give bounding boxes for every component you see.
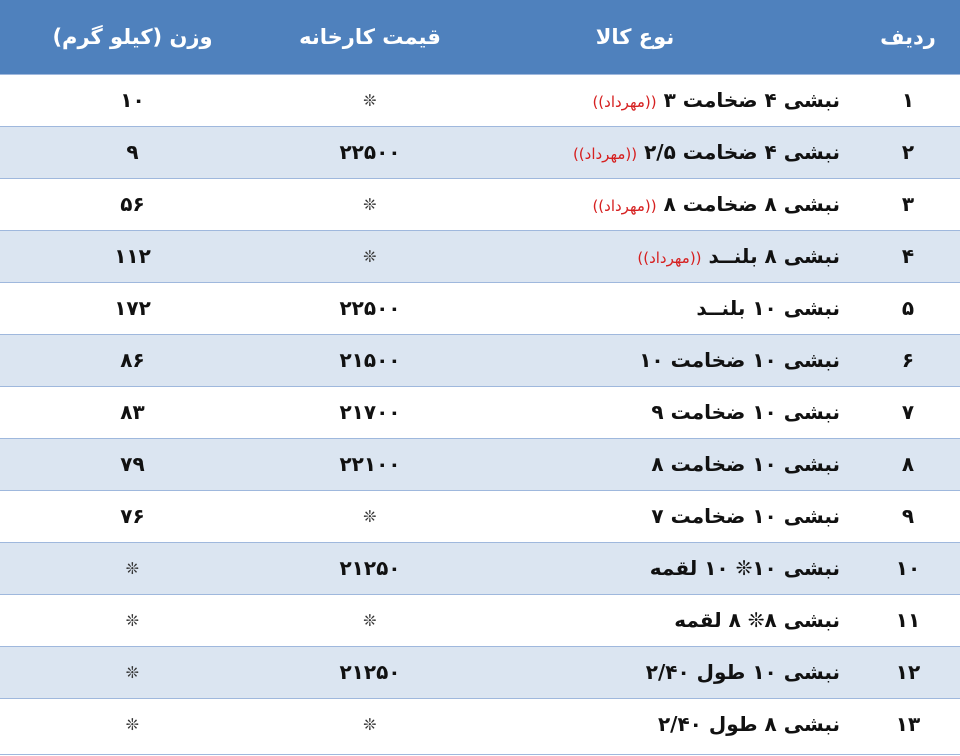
row-weight: ۵۶ <box>120 192 145 216</box>
table-row <box>0 74 960 126</box>
row-index: ۸ <box>901 452 915 476</box>
row-index: ۷ <box>901 400 915 424</box>
table-row <box>0 178 960 230</box>
table-row <box>0 490 960 542</box>
header-weight: وزن (کیلو گرم) <box>52 25 213 49</box>
row-weight: ۷۹ <box>120 452 145 476</box>
row-price: ۲۱۷۰۰ <box>339 400 401 424</box>
row-weight: ❊ <box>125 663 140 682</box>
row-index: ۱۲ <box>895 660 921 684</box>
row-index: ۶ <box>901 348 915 372</box>
item-name-text: نبشی ۱۰❊ ۱۰ لقمه <box>649 556 840 580</box>
item-name-text: نبشی ۸❊ ۸ لقمه <box>674 608 840 632</box>
item-name-text: نبشی ۱۰ بلنــد <box>696 296 840 320</box>
supplier-tag: ((مهرداد)) <box>592 197 657 215</box>
table-row <box>0 594 960 646</box>
item-name-text: نبشی ۱۰ طول ۲/۴۰ <box>645 660 840 684</box>
item-name-text: نبشی ۸ ضخامت ۸ <box>663 192 840 216</box>
table-row <box>0 438 960 490</box>
row-index: ۲ <box>901 140 915 164</box>
row-price: ۲۲۱۰۰ <box>339 452 401 476</box>
table-row <box>0 542 960 594</box>
row-price: ❊ <box>363 611 377 630</box>
item-name-text: نبشی ۱۰ ضخامت ۹ <box>651 400 840 424</box>
row-weight: ۸۳ <box>120 400 145 424</box>
row-weight: ۷۶ <box>120 504 145 528</box>
table-row <box>0 282 960 334</box>
row-weight: ۹ <box>126 140 139 164</box>
supplier-tag: ((مهرداد)) <box>592 93 657 111</box>
table-row <box>0 230 960 282</box>
table-row <box>0 386 960 438</box>
row-index: ۱ <box>901 88 915 112</box>
table-row <box>0 646 960 698</box>
table-header <box>0 0 960 74</box>
row-price: ❊ <box>363 91 377 110</box>
row-weight: ۱۷۲ <box>114 296 151 320</box>
row-price: ۲۱۲۵۰ <box>339 660 401 684</box>
item-name-text: نبشی ۱۰ ضخامت ۷ <box>651 504 840 528</box>
row-index: ۳ <box>901 192 915 216</box>
row-index: ۹ <box>901 504 915 528</box>
row-price: ۲۱۵۰۰ <box>339 348 401 372</box>
table-bottom-border <box>0 754 960 755</box>
row-weight: ۱۱۲ <box>114 244 151 268</box>
item-name-text: نبشی ۸ بلنــد <box>708 244 840 268</box>
supplier-tag: ((مهرداد)) <box>572 145 638 163</box>
row-price: ۲۲۵۰۰ <box>339 296 401 320</box>
row-price: ❊ <box>363 715 377 734</box>
row-price: ❊ <box>363 195 377 214</box>
header-price: قیمت کارخانه <box>299 25 441 49</box>
supplier-tag: ((مهرداد)) <box>637 249 702 267</box>
row-weight: ۱۰ <box>120 88 145 112</box>
item-name-text: نبشی ۱۰ ضخامت ۸ <box>651 452 840 476</box>
row-weight: ❊ <box>125 559 140 578</box>
row-index: ۱۱ <box>895 608 921 632</box>
item-name-text: نبشی ۸ طول ۲/۴۰ <box>657 712 840 736</box>
item-name-text: نبشی ۴ ضخامت ۳ <box>663 88 840 112</box>
row-price: ۲۲۵۰۰ <box>339 140 401 164</box>
row-index: ۱۰ <box>895 556 921 580</box>
table-row <box>0 126 960 178</box>
row-weight: ❊ <box>125 611 140 630</box>
row-price: ❊ <box>363 247 377 266</box>
item-name-text: نبشی ۱۰ ضخامت ۱۰ <box>639 348 840 372</box>
row-index: ۱۳ <box>895 712 921 736</box>
row-price: ۲۱۲۵۰ <box>339 556 401 580</box>
row-price: ❊ <box>363 507 377 526</box>
row-weight: ❊ <box>125 715 140 734</box>
row-weight: ۸۶ <box>120 348 145 372</box>
item-name-text: نبشی ۴ ضخامت ۲/۵ <box>644 140 840 164</box>
table-row <box>0 698 960 750</box>
row-index: ۴ <box>901 244 915 268</box>
table-row <box>0 334 960 386</box>
header-index: ردیف <box>880 25 936 49</box>
header-item: نوع کالا <box>595 25 675 49</box>
row-index: ۵ <box>901 296 915 320</box>
